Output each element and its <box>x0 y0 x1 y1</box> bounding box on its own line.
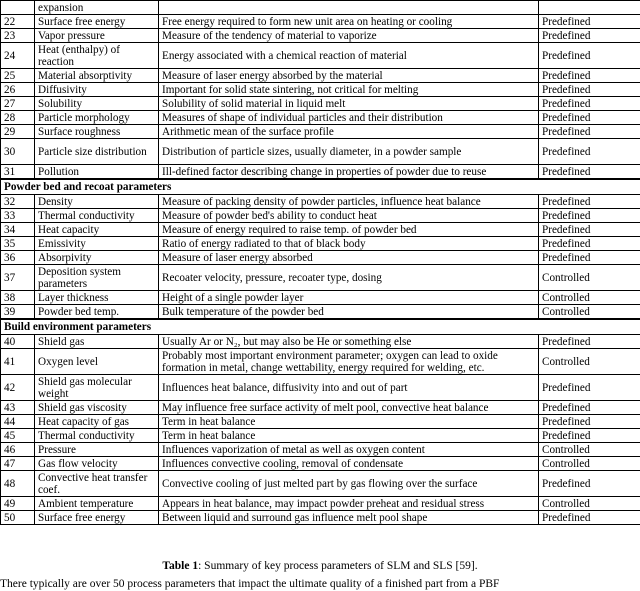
cell-desc: Measure of laser energy absorbed <box>159 251 539 265</box>
cell-type: Predefined <box>539 209 640 223</box>
cell-num: 29 <box>1 125 35 139</box>
cell-param: Shield gas molecular weight <box>35 375 159 401</box>
table-row <box>1 349 640 375</box>
cell-param: Shield gas viscosity <box>35 401 159 415</box>
cell-desc: Probably most important environment parameter; oxygen can lead to oxide formation in metal, change wettability, energy required for welding, etc. <box>159 349 539 375</box>
cell-param: Surface free energy <box>35 15 159 29</box>
cell-desc: Term in heat balance <box>159 415 539 429</box>
caption-text: : Summary of key process parameters of SLM and SLS [59]. <box>198 560 477 572</box>
cell-desc: Measure of energy required to raise temp. of powder bed <box>159 223 539 237</box>
cell-num <box>1 1 35 15</box>
cell-param: Layer thickness <box>35 291 159 305</box>
table-row <box>1 83 640 97</box>
cell-num: 43 <box>1 401 35 415</box>
cell-param: Surface roughness <box>35 125 159 139</box>
cell-param: Diffusivity <box>35 83 159 97</box>
table-row <box>1 429 640 443</box>
cell-param: Powder bed temp. <box>35 305 159 320</box>
table-row <box>1 209 640 223</box>
table-body <box>1 1 640 525</box>
cell-type: Predefined <box>539 511 640 525</box>
body-paragraph: There typically are over 50 process parameters that impact the ultimate quality of a finished part from a PBF <box>0 578 640 591</box>
cell-num: 39 <box>1 305 35 320</box>
cell-param: Solubility <box>35 97 159 111</box>
cell-param: Thermal conductivity <box>35 209 159 223</box>
cell-type: Predefined <box>539 111 640 125</box>
table-row <box>1 139 640 165</box>
cell-num: 50 <box>1 511 35 525</box>
cell-desc: Free energy required to form new unit area on heating or cooling <box>159 15 539 29</box>
cell-desc: Recoater velocity, pressure, recoater type, dosing <box>159 265 539 291</box>
cell-num: 40 <box>1 335 35 349</box>
cell-num: 46 <box>1 443 35 457</box>
table-row <box>1 415 640 429</box>
section-header-row <box>1 179 640 195</box>
cell-param: Heat capacity of gas <box>35 415 159 429</box>
caption-label: Table 1 <box>162 560 198 572</box>
cell-type: Predefined <box>539 375 640 401</box>
cell-param: expansion <box>35 1 159 15</box>
cell-param: Absorpivity <box>35 251 159 265</box>
cell-param: Emissivity <box>35 237 159 251</box>
cell-type: Predefined <box>539 29 640 43</box>
cell-num: 23 <box>1 29 35 43</box>
cell-desc: Measure of laser energy absorbed by the material <box>159 69 539 83</box>
cell-type <box>539 1 640 15</box>
cell-desc: Energy associated with a chemical reaction of material <box>159 43 539 69</box>
cell-type: Predefined <box>539 335 640 349</box>
cell-num: 31 <box>1 165 35 180</box>
table-row <box>1 251 640 265</box>
cell-num: 45 <box>1 429 35 443</box>
cell-param: Deposition system parameters <box>35 265 159 291</box>
cell-param: Gas flow velocity <box>35 457 159 471</box>
table-caption <box>0 560 640 573</box>
cell-desc <box>159 1 539 15</box>
cell-type: Predefined <box>539 43 640 69</box>
table-row-fragment <box>1 1 640 15</box>
table-row <box>1 401 640 415</box>
cell-type: Predefined <box>539 69 640 83</box>
cell-type: Predefined <box>539 15 640 29</box>
cell-type: Controlled <box>539 443 640 457</box>
cell-type: Controlled <box>539 497 640 511</box>
cell-type: Predefined <box>539 429 640 443</box>
cell-type: Predefined <box>539 165 640 180</box>
cell-param: Surface free energy <box>35 511 159 525</box>
table-row <box>1 165 640 180</box>
cell-num: 24 <box>1 43 35 69</box>
cell-param: Heat (enthalpy) of reaction <box>35 43 159 69</box>
cell-desc: Distribution of particle sizes, usually diameter, in a powder sample <box>159 139 539 165</box>
cell-desc: Ill-defined factor describing change in properties of powder due to reuse <box>159 165 539 180</box>
cell-param: Shield gas <box>35 335 159 349</box>
table-row <box>1 471 640 497</box>
cell-num: 25 <box>1 69 35 83</box>
cell-num: 49 <box>1 497 35 511</box>
table-row <box>1 29 640 43</box>
cell-type: Controlled <box>539 305 640 320</box>
cell-num: 33 <box>1 209 35 223</box>
cell-desc: Influences convective cooling, removal of condensate <box>159 457 539 471</box>
cell-num: 26 <box>1 83 35 97</box>
section-header: Build environment parameters <box>1 319 640 335</box>
cell-type: Predefined <box>539 471 640 497</box>
table-row <box>1 305 640 320</box>
cell-desc: Bulk temperature of the powder bed <box>159 305 539 320</box>
table-row <box>1 375 640 401</box>
cell-param: Vapor pressure <box>35 29 159 43</box>
cell-num: 47 <box>1 457 35 471</box>
cell-type: Predefined <box>539 97 640 111</box>
cell-type: Predefined <box>539 195 640 209</box>
table-row <box>1 69 640 83</box>
table-row <box>1 291 640 305</box>
cell-type: Predefined <box>539 139 640 165</box>
cell-desc: Appears in heat balance, may impact powder preheat and residual stress <box>159 497 539 511</box>
cell-type: Predefined <box>539 237 640 251</box>
cell-desc: Between liquid and surround gas influence melt pool shape <box>159 511 539 525</box>
cell-num: 28 <box>1 111 35 125</box>
cell-type: Predefined <box>539 223 640 237</box>
cell-num: 22 <box>1 15 35 29</box>
cell-param: Pollution <box>35 165 159 180</box>
cell-param: Convective heat transfer coef. <box>35 471 159 497</box>
table-row <box>1 15 640 29</box>
cell-type: Predefined <box>539 125 640 139</box>
cell-param: Pressure <box>35 443 159 457</box>
cell-num: 37 <box>1 265 35 291</box>
cell-type: Predefined <box>539 415 640 429</box>
cell-num: 35 <box>1 237 35 251</box>
table-row <box>1 125 640 139</box>
cell-desc: Measure of packing density of powder particles, influence heat balance <box>159 195 539 209</box>
cell-desc: May influence free surface activity of melt pool, convective heat balance <box>159 401 539 415</box>
cell-type: Controlled <box>539 349 640 375</box>
cell-desc: Solubility of solid material in liquid melt <box>159 97 539 111</box>
cell-type: Predefined <box>539 83 640 97</box>
cell-param: Material absorptivity <box>35 69 159 83</box>
table-row <box>1 497 640 511</box>
cell-desc: Convective cooling of just melted part by gas flowing over the surface <box>159 471 539 497</box>
cell-param: Oxygen level <box>35 349 159 375</box>
cell-type: Controlled <box>539 291 640 305</box>
cell-num: 38 <box>1 291 35 305</box>
cell-num: 32 <box>1 195 35 209</box>
cell-num: 34 <box>1 223 35 237</box>
cell-param: Particle size distribution <box>35 139 159 165</box>
cell-desc: Arithmetic mean of the surface profile <box>159 125 539 139</box>
table-row <box>1 111 640 125</box>
cell-desc: Ratio of energy radiated to that of black body <box>159 237 539 251</box>
cell-type: Predefined <box>539 251 640 265</box>
section-header: Powder bed and recoat parameters <box>1 179 640 195</box>
cell-desc: Important for solid state sintering, not critical for melting <box>159 83 539 97</box>
cell-desc: Measures of shape of individual particles and their distribution <box>159 111 539 125</box>
cell-type: Predefined <box>539 401 640 415</box>
table-row <box>1 265 640 291</box>
cell-param: Heat capacity <box>35 223 159 237</box>
cell-num: 36 <box>1 251 35 265</box>
table-row <box>1 511 640 525</box>
cell-desc: Influences vaporization of metal as well as oxygen content <box>159 443 539 457</box>
cell-desc: Influences heat balance, diffusivity into and out of part <box>159 375 539 401</box>
cell-num: 42 <box>1 375 35 401</box>
section-header-row <box>1 319 640 335</box>
table-row <box>1 335 640 349</box>
table-row <box>1 457 640 471</box>
cell-num: 41 <box>1 349 35 375</box>
table-row <box>1 43 640 69</box>
cell-param: Thermal conductivity <box>35 429 159 443</box>
table-row <box>1 237 640 251</box>
cell-desc: Height of a single powder layer <box>159 291 539 305</box>
table-row <box>1 443 640 457</box>
cell-desc: Measure of powder bed's ability to conduct heat <box>159 209 539 223</box>
cell-desc: Usually Ar or N₂, but may also be He or something else <box>159 335 539 349</box>
cell-num: 48 <box>1 471 35 497</box>
cell-num: 27 <box>1 97 35 111</box>
cell-param: Ambient temperature <box>35 497 159 511</box>
cell-desc: Measure of the tendency of material to vaporize <box>159 29 539 43</box>
table-row <box>1 195 640 209</box>
cell-num: 30 <box>1 139 35 165</box>
cell-type: Controlled <box>539 265 640 291</box>
cell-param: Particle morphology <box>35 111 159 125</box>
cell-num: 44 <box>1 415 35 429</box>
cell-param: Density <box>35 195 159 209</box>
table-row <box>1 97 640 111</box>
table-row <box>1 223 640 237</box>
cell-desc: Term in heat balance <box>159 429 539 443</box>
cell-type: Controlled <box>539 457 640 471</box>
